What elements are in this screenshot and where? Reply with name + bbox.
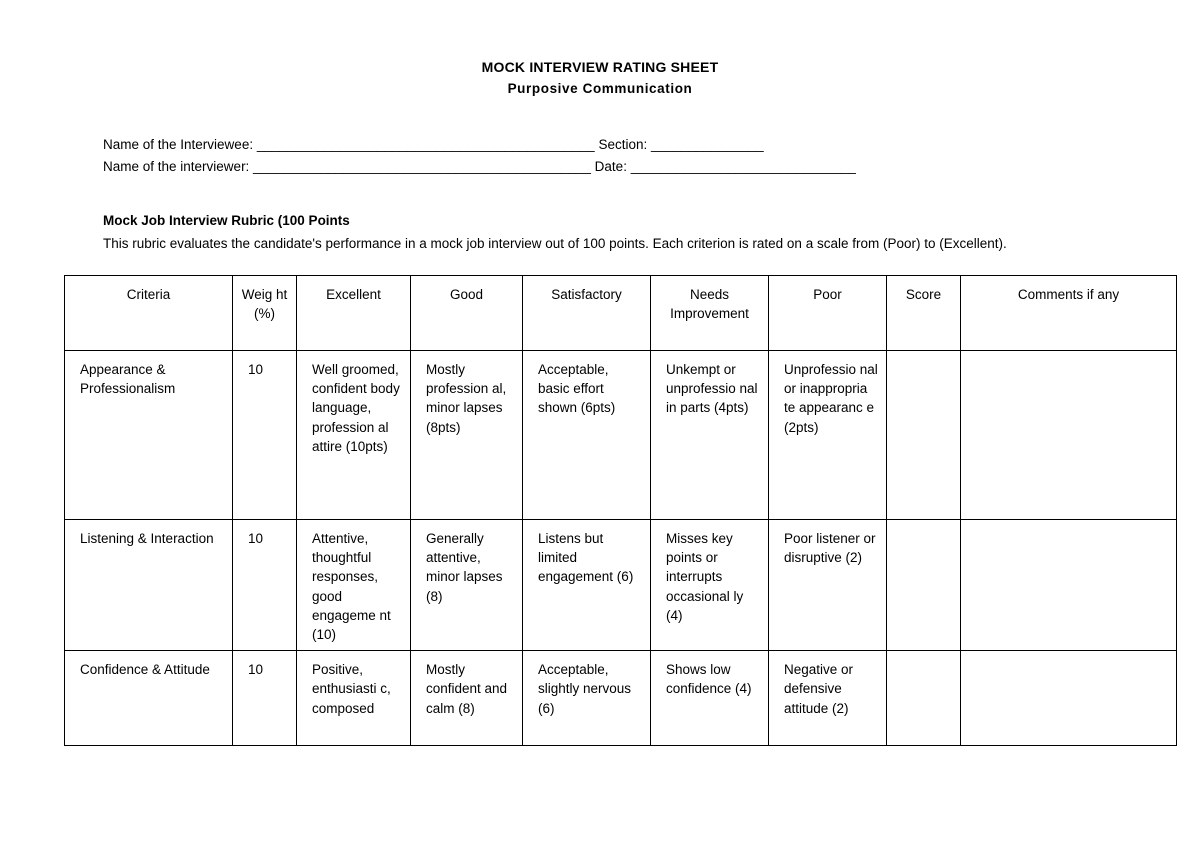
- cell-needs-improvement: Shows low confidence (4): [651, 651, 769, 746]
- cell-comments[interactable]: [961, 351, 1177, 520]
- cell-weight: 10: [233, 651, 297, 746]
- table-row: [65, 520, 1177, 651]
- header-criteria: Criteria: [65, 276, 233, 351]
- cell-satisfactory: Acceptable, basic effort shown (6pts): [523, 351, 651, 520]
- cell-score[interactable]: [887, 520, 961, 651]
- cell-satisfactory: Listens but limited engagement (6): [523, 520, 651, 651]
- header-weight: Weig ht (%): [233, 276, 297, 351]
- cell-good: Mostly profession al, minor lapses (8pts): [411, 351, 523, 520]
- interviewee-section-field: Name of the Interviewee: _____________________________________________ Section: _______________: [103, 137, 764, 152]
- table-row: [65, 351, 1177, 520]
- cell-poor: Unprofessio nal or inappropria te appearanc e (2pts): [769, 351, 887, 520]
- cell-criteria: Appearance & Professionalism: [65, 351, 233, 520]
- cell-satisfactory: Acceptable, slightly nervous (6): [523, 651, 651, 746]
- cell-poor: Poor listener or disruptive (2): [769, 520, 887, 651]
- cell-excellent: Well groomed, confident body language, profession al attire (10pts): [297, 351, 411, 520]
- cell-score[interactable]: [887, 351, 961, 520]
- header-comments: Comments if any: [961, 276, 1177, 351]
- cell-needs-improvement: Misses key points or interrupts occasional ly (4): [651, 520, 769, 651]
- cell-comments[interactable]: [961, 651, 1177, 746]
- document-title: MOCK INTERVIEW RATING SHEET: [481, 59, 719, 75]
- table-header-row: [65, 276, 1177, 351]
- document-subtitle: Purposive Communication: [507, 81, 693, 96]
- header-score: Score: [887, 276, 961, 351]
- cell-comments[interactable]: [961, 520, 1177, 651]
- cell-good: Generally attentive, minor lapses (8): [411, 520, 523, 651]
- cell-score[interactable]: [887, 651, 961, 746]
- rubric-description: This rubric evaluates the candidate's performance in a mock job interview out of 100 points. Each criterion is rated on a scale from (Poor) to (Excellent).: [103, 236, 1007, 251]
- cell-poor: Negative or defensive attitude (2): [769, 651, 887, 746]
- rubric-table: [64, 275, 1177, 746]
- header-needs-improvement: Needs Improvement: [651, 276, 769, 351]
- cell-good: Mostly confident and calm (8): [411, 651, 523, 746]
- header-good: Good: [411, 276, 523, 351]
- cell-weight: 10: [233, 520, 297, 651]
- rubric-heading: Mock Job Interview Rubric (100 Points: [103, 213, 350, 228]
- cell-needs-improvement: Unkempt or unprofessio nal in parts (4pts): [651, 351, 769, 520]
- cell-criteria: Confidence & Attitude: [65, 651, 233, 746]
- cell-excellent: Positive, enthusiasti c, composed: [297, 651, 411, 746]
- cell-criteria: Listening & Interaction: [65, 520, 233, 651]
- cell-weight: 10: [233, 351, 297, 520]
- header-poor: Poor: [769, 276, 887, 351]
- table-row: [65, 651, 1177, 746]
- header-excellent: Excellent: [297, 276, 411, 351]
- header-satisfactory: Satisfactory: [523, 276, 651, 351]
- cell-excellent: Attentive, thoughtful responses, good engageme nt (10): [297, 520, 411, 651]
- interviewer-date-field: Name of the interviewer: _____________________________________________ Date: ______________________________: [103, 159, 856, 174]
